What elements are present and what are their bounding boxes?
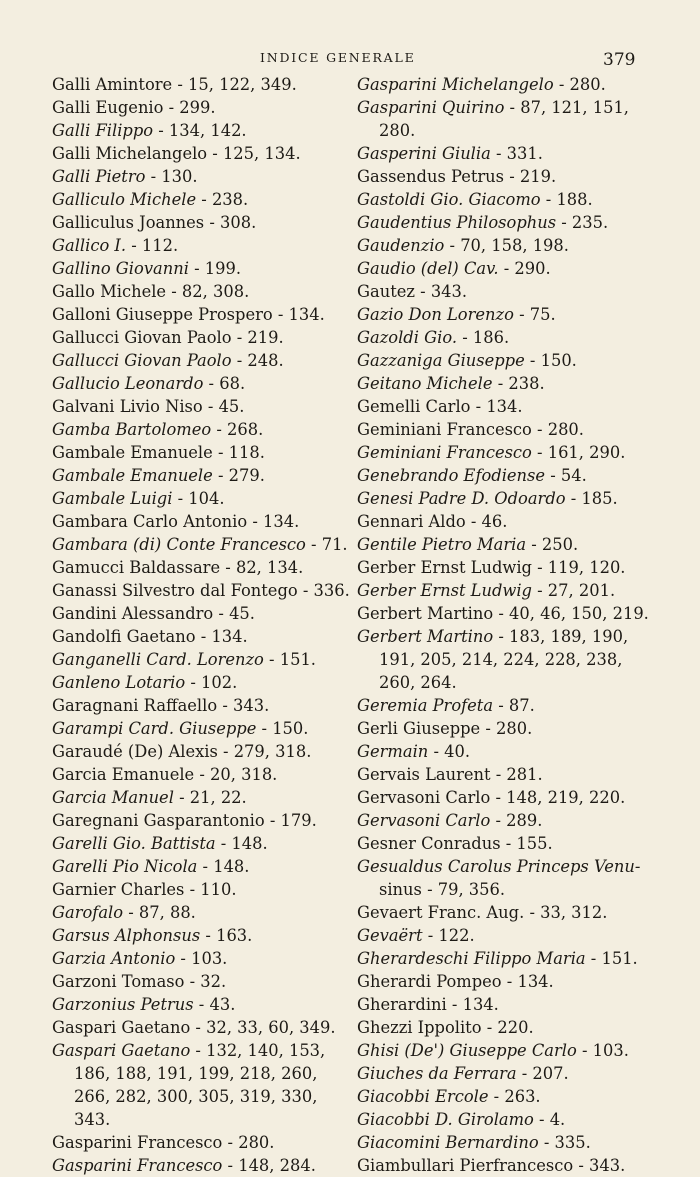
entry-page-refs: - 250. [526, 535, 579, 554]
entry-continuation: 260, 264. [379, 673, 457, 692]
index-entry [357, 303, 629, 326]
entry-name: Gerbert Martino [357, 627, 494, 646]
entry-name: Garsus Alphonsus [52, 926, 201, 945]
entry-page-refs: - 343. [414, 282, 468, 301]
entry-page-refs: - 82, 308. [166, 282, 250, 301]
index-entry [52, 1154, 322, 1177]
entry-page-refs: - 40. [428, 742, 471, 761]
index-entry [52, 142, 322, 165]
entry-page-refs: - 130. [145, 167, 198, 186]
index-entry [52, 625, 322, 648]
entry-name: Gervais Laurent [357, 765, 491, 784]
entry-name: Galli Eugenio [52, 98, 164, 117]
entry-page-refs: - 280. [531, 420, 584, 439]
entry-name: Gherardini [357, 995, 447, 1014]
index-entry [357, 763, 629, 786]
index-entry [52, 234, 322, 257]
entry-name: Gasparini Michelangelo [357, 75, 554, 94]
index-entry [52, 372, 322, 395]
entry-page-refs: - 134. [501, 972, 554, 991]
index-entry [52, 349, 322, 372]
entry-name: Garaudé (De) Alexis [52, 742, 218, 761]
entry-page-refs: - 183, 189, 190, [493, 627, 629, 646]
entry-name: Gesner Conradus [357, 834, 501, 853]
entry-name: Gazoldi Gio. [357, 328, 458, 347]
index-entry [357, 694, 629, 717]
index-entry [357, 901, 629, 924]
running-header [0, 48, 700, 72]
index-entry [357, 280, 629, 303]
entry-name: Genebrando Efodiense [357, 466, 546, 485]
entry-name: Gevaërt [357, 926, 423, 945]
index-entry [357, 832, 629, 855]
entry-name: Garzia Antonio [52, 949, 176, 968]
entry-name: Gallucci Giovan Paolo [52, 328, 232, 347]
entry-page-refs: - 263. [488, 1087, 541, 1106]
index-entry [357, 740, 629, 763]
entry-page-refs: - 40, 46, 150, 219. [493, 604, 649, 623]
index-entry [52, 257, 322, 280]
entry-name: Galliculo Michele [52, 190, 197, 209]
entry-name: Ganleno Lotario [52, 673, 186, 692]
entry-page-refs: - 87. [493, 696, 535, 715]
index-entry [357, 73, 629, 96]
entry-page-refs: - 308. [204, 213, 257, 232]
entry-name: Garzoni Tomaso [52, 972, 185, 991]
entry-continuation: 343. [74, 1110, 111, 1129]
index-entry [52, 211, 322, 234]
entry-name: Gambale Emanuele [52, 466, 213, 485]
entry-name: Garegnani Gasparantonio [52, 811, 265, 830]
index-entry [52, 947, 322, 970]
entry-name: Gesualdus Carolus Princeps Venu- [357, 857, 641, 876]
index-entry [52, 1039, 326, 1131]
index-entry [52, 487, 322, 510]
entry-page-refs: - 110. [184, 880, 237, 899]
entry-name: Gazzaniga Giuseppe [357, 351, 525, 370]
entry-name: Gasparini Francesco [52, 1133, 223, 1152]
index-entry [357, 625, 629, 694]
index-entry [52, 924, 322, 947]
entry-page-refs: - 235. [556, 213, 609, 232]
entry-name: Gautez [357, 282, 415, 301]
entry-name: Gervasoni Carlo [357, 811, 491, 830]
entry-name: Giacomini Bernardino [357, 1133, 539, 1152]
index-entry [52, 717, 322, 740]
entry-name: Garagnani Raffaello [52, 696, 218, 715]
index-entry [357, 188, 629, 211]
entry-name: Giacobbi Ercole [357, 1087, 489, 1106]
index-entry [52, 1016, 336, 1039]
entry-page-refs: - 21, 22. [173, 788, 247, 807]
entry-page-refs: - 15, 122, 349. [172, 75, 297, 94]
entry-name: Gevaert Franc. Aug. [357, 903, 525, 922]
entry-page-refs: - 335. [538, 1133, 591, 1152]
entry-page-refs: - 280. [222, 1133, 275, 1152]
index-entry [357, 1062, 629, 1085]
entry-name: Galliculus Joannes [52, 213, 205, 232]
entry-page-refs: - 150. [524, 351, 577, 370]
entry-name: Ganganelli Card. Lorenzo [52, 650, 264, 669]
entry-page-refs: - 46. [465, 512, 508, 531]
entry-continuation: 280. [379, 121, 416, 140]
entry-continuation: 191, 205, 214, 224, 228, 238, [379, 650, 623, 669]
entry-name: Gamucci Baldassare [52, 558, 221, 577]
entry-name: Gherardeschi Filippo Maria [357, 949, 586, 968]
entry-name: Garampi Card. Giuseppe [52, 719, 257, 738]
entry-page-refs: - 134. [470, 397, 523, 416]
entry-page-refs: - 134. [272, 305, 325, 324]
entry-page-refs: - 289. [490, 811, 543, 830]
entry-name: Galloni Giuseppe Prospero [52, 305, 273, 324]
entry-page-refs: - 185. [565, 489, 618, 508]
index-entry [357, 326, 629, 349]
entry-page-refs: - 134. [195, 627, 248, 646]
index-entry [52, 280, 322, 303]
entry-page-refs: - 119, 120. [531, 558, 626, 577]
entry-page-refs: - 68. [203, 374, 246, 393]
entry-page-refs: - 134. [247, 512, 300, 531]
entry-page-refs: - 219. [504, 167, 557, 186]
entry-name: Gambara (di) Conte Francesco [52, 535, 306, 554]
entry-name: Gaspari Gaetano [52, 1041, 191, 1060]
index-entry [357, 556, 629, 579]
index-entry [52, 855, 322, 878]
entry-page-refs: - 220. [481, 1018, 534, 1037]
entry-page-refs: - 343. [217, 696, 270, 715]
entry-name: Gaspari Gaetano [52, 1018, 191, 1037]
entry-page-refs: - 280. [553, 75, 606, 94]
index-entry [52, 694, 322, 717]
index-entry [52, 579, 350, 602]
entry-continuation: 266, 282, 300, 305, 319, 330, [74, 1087, 318, 1106]
entry-name: Gerber Ernst Ludwig [357, 581, 532, 600]
index-entry [357, 1085, 629, 1108]
index-entry [357, 1039, 629, 1062]
entry-name: Gallo Michele [52, 282, 167, 301]
entry-name: Galli Michelangelo [52, 144, 208, 163]
entry-name: Gallucio Leonardo [52, 374, 204, 393]
entry-continuation: sinus - 79, 356. [379, 880, 506, 899]
index-entry [357, 165, 629, 188]
index-entry [357, 717, 629, 740]
entry-name: Garcia Manuel [52, 788, 174, 807]
index-entry [357, 786, 629, 809]
index-entry [357, 579, 629, 602]
index-entry [357, 487, 629, 510]
entry-page-refs: - 148, 284. [222, 1156, 316, 1175]
entry-page-refs: - 150. [256, 719, 309, 738]
entry-page-refs: - 188. [540, 190, 593, 209]
entry-name: Galvani Livio Niso [52, 397, 203, 416]
entry-name: Garelli Pio Nicola [52, 857, 198, 876]
index-entry [52, 786, 322, 809]
index-entry [357, 1131, 629, 1154]
entry-page-refs: - 103. [175, 949, 228, 968]
entry-name: Gambale Emanuele [52, 443, 213, 462]
entry-name: Gemelli Carlo [357, 397, 471, 416]
entry-page-refs: - 331. [490, 144, 543, 163]
index-entry [52, 809, 322, 832]
entry-name: Gaudio (del) Cav. [357, 259, 499, 278]
entry-page-refs: - 104. [172, 489, 225, 508]
entry-page-refs: - 299. [163, 98, 216, 117]
entry-page-refs: - 4. [533, 1110, 566, 1129]
index-column-left [52, 73, 350, 1177]
entry-name: Ganassi Silvestro dal Fontego [52, 581, 298, 600]
index-entry [52, 73, 322, 96]
entry-name: Genesi Padre D. Odoardo [357, 489, 566, 508]
entry-page-refs: - 151. [263, 650, 316, 669]
index-entry [52, 901, 322, 924]
index-entry [357, 970, 629, 993]
entry-name: Geminiani Francesco [357, 443, 532, 462]
entry-page-refs: - 87, 121, 151, [504, 98, 629, 117]
entry-name: Gennari Aldo [357, 512, 466, 531]
entry-name: Garnier Charles [52, 880, 185, 899]
entry-name: Ghezzi Ippolito [357, 1018, 482, 1037]
index-entry [52, 533, 348, 556]
entry-name: Garcia Emanuele [52, 765, 195, 784]
entry-name: Gamba Bartolomeo [52, 420, 212, 439]
index-entry [52, 441, 322, 464]
index-entry [357, 924, 629, 947]
index-entry [357, 418, 629, 441]
index-entry [52, 418, 322, 441]
entry-name: Garofalo [52, 903, 124, 922]
index-entry [357, 395, 629, 418]
index-entry [357, 96, 629, 142]
index-entry [52, 763, 322, 786]
entry-name: Gallucci Giovan Paolo [52, 351, 232, 370]
entry-page-refs: - 163. [200, 926, 253, 945]
entry-name: Gambale Luigi [52, 489, 173, 508]
entry-page-refs: - 45. [202, 397, 245, 416]
entry-page-refs: - 248. [231, 351, 284, 370]
index-entry [357, 993, 629, 1016]
index-entry [357, 602, 649, 625]
entry-name: Gerber Ernst Ludwig [357, 558, 532, 577]
index-entry [357, 1154, 629, 1177]
index-entry [357, 441, 629, 464]
entry-page-refs: - 279. [212, 466, 265, 485]
entry-page-refs: - 32. [184, 972, 227, 991]
entry-page-refs: - 134, 142. [153, 121, 247, 140]
entry-name: Gallino Giovanni [52, 259, 189, 278]
index-entry [52, 188, 322, 211]
entry-page-refs: - 71. [305, 535, 348, 554]
index-entry [52, 165, 322, 188]
entry-page-refs: - 179. [264, 811, 317, 830]
entry-name: Giambullari Pierfrancesco [357, 1156, 574, 1175]
entry-name: Geremia Profeta [357, 696, 494, 715]
index-entry [52, 464, 322, 487]
entry-page-refs: - 132, 140, 153, [190, 1041, 326, 1060]
index-entry [357, 234, 629, 257]
entry-page-refs: - 125, 134. [207, 144, 301, 163]
index-entry [52, 878, 322, 901]
entry-page-refs: - 45. [213, 604, 255, 623]
index-entry [52, 119, 322, 142]
entry-page-refs: - 280. [480, 719, 533, 738]
index-entry [52, 740, 322, 763]
entry-name: Gandolfi Gaetano [52, 627, 196, 646]
entry-page-refs: - 75. [513, 305, 556, 324]
entry-page-refs: - 70, 158, 198. [444, 236, 569, 255]
entry-name: Giacobbi D. Girolamo [357, 1110, 534, 1129]
entry-page-refs: - 281. [490, 765, 543, 784]
entry-name: Galli Amintore [52, 75, 173, 94]
entry-name: Gasperini Giulia [357, 144, 491, 163]
index-entry [52, 395, 322, 418]
entry-page-refs: - 238. [196, 190, 249, 209]
entry-page-refs: - 268. [211, 420, 264, 439]
index-entry [357, 257, 629, 280]
entry-name: Gerli Giuseppe [357, 719, 481, 738]
entry-page-refs: - 33, 312. [524, 903, 608, 922]
entry-page-refs: - 103. [576, 1041, 629, 1060]
entry-page-refs: - 27, 201. [531, 581, 616, 600]
entry-name: Galli Pietro [52, 167, 146, 186]
entry-page-refs: - 102. [185, 673, 238, 692]
index-entry [357, 211, 629, 234]
entry-page-refs: - 343. [573, 1156, 626, 1175]
index-entry [52, 1131, 322, 1154]
index-entry [52, 648, 322, 671]
index-entry [52, 556, 322, 579]
entry-name: Gandini Alessandro [52, 604, 214, 623]
entry-name: Gastoldi Gio. Giacomo [357, 190, 541, 209]
entry-page-refs: - 207. [516, 1064, 569, 1083]
index-entry [52, 96, 322, 119]
index-entry [357, 1108, 629, 1131]
index-entry [52, 970, 322, 993]
entry-page-refs: - 219. [231, 328, 284, 347]
entry-name: Garzonius Petrus [52, 995, 194, 1014]
index-column-right [357, 73, 649, 1177]
entry-name: Gasparini Francesco [52, 1156, 223, 1175]
entry-page-refs: - 238. [492, 374, 545, 393]
index-entry [357, 855, 641, 901]
entry-page-refs: - 87, 88. [123, 903, 196, 922]
page-number: 379 [603, 50, 636, 70]
entry-page-refs: - 290. [498, 259, 551, 278]
entry-page-refs: - 32, 33, 60, 349. [190, 1018, 336, 1037]
index-entry [357, 809, 629, 832]
entry-name: Geminiani Francesco [357, 420, 532, 439]
entry-name: Gervasoni Carlo [357, 788, 491, 807]
entry-name: Galli Filippo [52, 121, 154, 140]
entry-page-refs: - 186. [457, 328, 510, 347]
header-title: INDICE GENERALE [260, 50, 416, 65]
entry-name: Gassendus Petrus [357, 167, 505, 186]
entry-continuation: 186, 188, 191, 199, 218, 260, [74, 1064, 318, 1083]
entry-name: Germain [357, 742, 429, 761]
entry-page-refs: - 336. [297, 581, 350, 600]
entry-name: Gazio Don Lorenzo [357, 305, 514, 324]
entry-name: Gasparini Quirino [357, 98, 505, 117]
entry-name: Geitano Michele [357, 374, 493, 393]
entry-page-refs: - 20, 318. [194, 765, 278, 784]
entry-page-refs: - 148, 219, 220. [490, 788, 626, 807]
index-entry [52, 671, 322, 694]
entry-name: Garelli Gio. Battista [52, 834, 216, 853]
entry-name: Gaudentius Philosophus [357, 213, 557, 232]
entry-page-refs: - 112. [126, 236, 179, 255]
entry-page-refs: - 134. [446, 995, 499, 1014]
index-entry [357, 510, 629, 533]
entry-name: Ghisi (De') Giuseppe Carlo [357, 1041, 577, 1060]
index-entry [357, 947, 638, 970]
index-entry [52, 303, 325, 326]
entry-page-refs: - 199. [188, 259, 242, 278]
entry-name: Gentile Pietro Maria [357, 535, 527, 554]
index-entry [357, 464, 629, 487]
entry-page-refs: - 148. [197, 857, 250, 876]
index-entry [357, 1016, 629, 1039]
entry-page-refs: - 82, 134. [220, 558, 304, 577]
index-entry [52, 602, 322, 625]
index-entry [52, 993, 322, 1016]
entry-name: Giuches da Ferrara [357, 1064, 517, 1083]
entry-name: Gerbert Martino [357, 604, 494, 623]
entry-name: Gherardi Pompeo [357, 972, 502, 991]
entry-name: Gaudenzio [357, 236, 445, 255]
entry-page-refs: - 151. [585, 949, 638, 968]
index-entry [52, 832, 322, 855]
entry-page-refs: - 54. [545, 466, 587, 485]
entry-page-refs: - 122. [422, 926, 475, 945]
index-entry [357, 349, 629, 372]
entry-name: Gallico I. [52, 236, 127, 255]
entry-name: Gambara Carlo Antonio [52, 512, 248, 531]
index-entry [52, 510, 322, 533]
entry-page-refs: - 43. [193, 995, 236, 1014]
entry-page-refs: - 118. [212, 443, 265, 462]
entry-page-refs: - 155. [500, 834, 553, 853]
index-entry [357, 142, 629, 165]
index-entry [357, 533, 629, 556]
index-entry [357, 372, 629, 395]
entry-page-refs: - 148. [215, 834, 268, 853]
index-entry [52, 326, 322, 349]
entry-page-refs: - 279, 318. [217, 742, 312, 761]
entry-page-refs: - 161, 290. [531, 443, 626, 462]
